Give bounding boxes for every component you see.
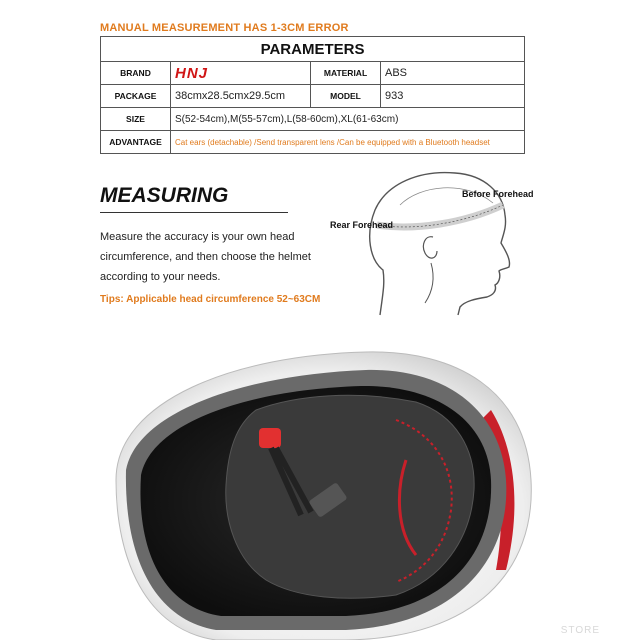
measuring-underline: [100, 212, 288, 213]
measuring-heading: MEASURING: [100, 184, 229, 207]
brand-value: [171, 62, 311, 85]
brand-label: BRAND: [101, 62, 171, 85]
advantage-value: Cat ears (detachable) /Send transparent lens /Can be equipped with a Bluetooth headset: [171, 131, 525, 154]
material-value: ABS: [381, 62, 525, 85]
size-label: SIZE: [101, 108, 171, 131]
material-label: MATERIAL: [311, 62, 381, 85]
helmet-photo-icon: [96, 340, 542, 640]
parameters-title: PARAMETERS: [101, 37, 525, 62]
measuring-description: Measure the accuracy is your own head circumference, and then choose the helmet according to your needs.: [100, 231, 311, 283]
model-value: 933: [381, 85, 525, 108]
brand-logo: HNJ: [175, 64, 209, 82]
before-forehead-label: Before Forehead: [462, 189, 534, 199]
rear-forehead-label: Rear Forehead: [330, 220, 394, 230]
parameters-table: [100, 36, 525, 154]
header-note: MANUAL MEASUREMENT HAS 1-3CM ERROR: [100, 22, 349, 34]
advantage-label: ADVANTAGE: [101, 131, 171, 154]
size-value: S(52-54cm),M(55-57cm),L(58-60cm),XL(61-63cm): [171, 108, 525, 131]
package-label: PACKAGE: [101, 85, 171, 108]
measuring-tips: Tips: Applicable head circumference 52~63CM: [100, 294, 321, 305]
package-value: 38cmx28.5cmx29.5cm: [171, 85, 311, 108]
head-diagram: [325, 165, 555, 320]
model-label: MODEL: [311, 85, 381, 108]
watermark: STORE: [560, 625, 600, 636]
